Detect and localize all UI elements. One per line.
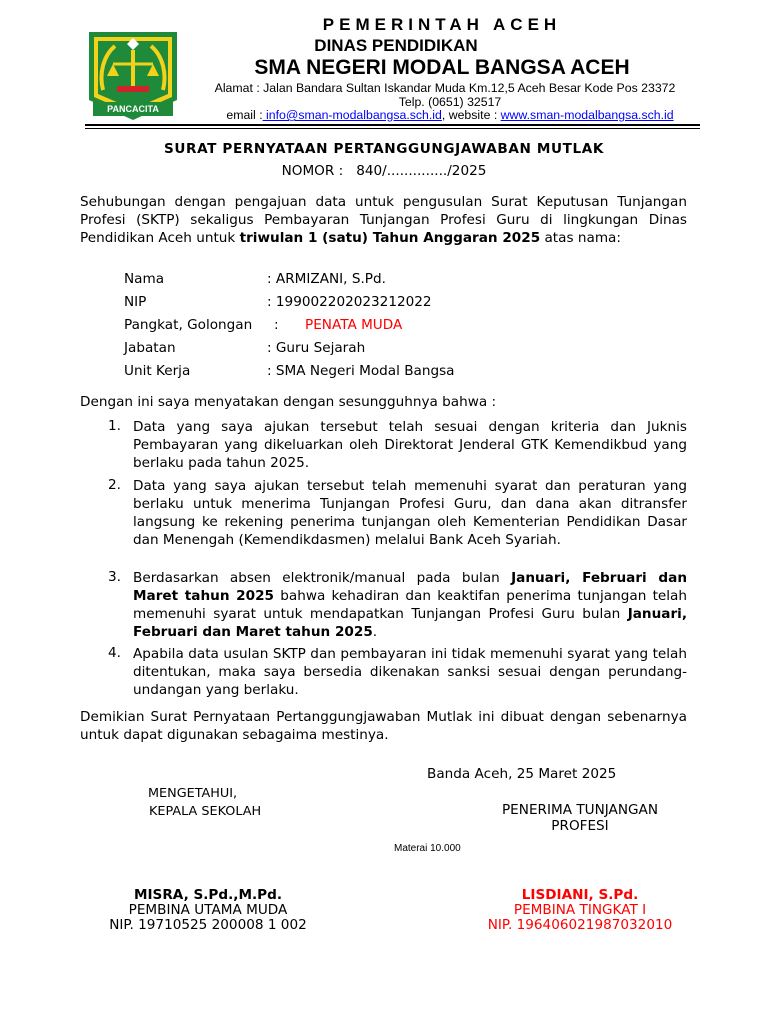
recipient-name: LISDIANI, S.Pd. <box>521 887 639 903</box>
intro-text: Sehubungan dengan pengajuan data untuk pengusulan Surat Keputusan Tunjangan Profesi (SKTP) sekaligus Pembayaran Tunjangan Profesi Guru di lingkungan Dinas Pendidikan Aceh untuk <box>80 194 687 246</box>
school-address: Alamat : Jalan Bandara Sultan Iskandar Muda Km.12,5 Aceh Besar Kode Pos 23372 <box>214 81 676 95</box>
field-value-unit-kerja: : SMA Negeri Modal Bangsa <box>267 363 455 379</box>
principal-rank: PEMBINA UTAMA MUDA <box>128 902 288 918</box>
document-title: SURAT PERNYATAAN PERTANGGUNGJAWABAN MUTLAK <box>164 141 604 157</box>
item-number: 3. <box>108 569 121 585</box>
school-name: SMA NEGERI MODAL BANGSA ACEH <box>254 56 630 79</box>
field-value-pangkat: PENATA MUDA <box>305 317 403 333</box>
item3-d: Januari, Februari dan Maret tahun 2025 <box>133 606 687 640</box>
recipient-rank: PEMBINA TINGKAT I <box>513 902 647 918</box>
field-label-pangkat: Pangkat, Golongan <box>124 317 253 333</box>
list-item <box>133 569 687 641</box>
website-label: , website : <box>441 108 498 122</box>
number-label: NOMOR : <box>281 163 344 179</box>
recipient-title-line1: PENERIMA TUNJANGAN <box>501 802 658 818</box>
field-value-nip: : 199002202023212022 <box>267 294 432 310</box>
email-label: email : <box>226 108 263 122</box>
email-link[interactable]: info@sman-modalbangsa.sch.id <box>262 108 442 122</box>
field-label-unit-kerja: Unit Kerja <box>124 363 191 379</box>
item3-e: . <box>372 624 378 640</box>
field-label-nama: Nama <box>124 271 165 287</box>
field-label-nip: NIP <box>124 294 147 310</box>
statement-line: Dengan ini saya menyatakan dengan sesungguhnya bahwa : <box>80 394 497 410</box>
item3-a: Berdasarkan absen elektronik/manual pada bulan <box>133 570 512 586</box>
field-value-nama: : ARMIZANI, S.Pd. <box>267 271 386 287</box>
gov-line: PEMERINTAH ACEH <box>322 15 562 34</box>
list-item: Apabila data usulan SKTP dan pembayaran ini tidak memenuhi syarat yang telah ditentukan, maka saya bersedia dikenakan sanksi sesuai dengan perundang-undangan yang berlaku. <box>133 646 687 698</box>
item-number: 4. <box>108 645 121 661</box>
principal-title: KEPALA SEKOLAH <box>149 804 262 819</box>
list-item: Data yang saya ajukan tersebut telah sesuai dengan kriteria dan Juknis Pembayaran yang dikeluarkan oleh Direktorat Jenderal GTK Kemendikbud yang berlaku pada tahun 2025. <box>133 419 687 471</box>
item-number: 1. <box>108 418 121 434</box>
field-label-jabatan: Jabatan <box>124 340 176 356</box>
item-number: 2. <box>108 477 121 493</box>
letterhead-divider-thin <box>85 128 700 129</box>
school-phone: Telp. (0651) 32517 <box>398 95 502 109</box>
place-date: Banda Aceh, 25 Maret 2025 <box>427 766 617 782</box>
item3-b: Januari, Februari dan Maret tahun 2025 <box>133 570 688 604</box>
field-value-jabatan: : Guru Sejarah <box>267 340 366 356</box>
logo-banner: PANCACITA <box>107 104 159 114</box>
website-link[interactable]: www.sman-modalbangsa.sch.id <box>500 108 674 122</box>
list-item: Data yang saya ajukan tersebut telah memenuhi syarat dan peraturan yang berlaku untuk menerima Tunjangan Profesi Guru, dan dana akan ditransfer langsung ke rekening penerima tunjangan oleh Kementerian Pendidikan Dasar dan Menengah (Kemendikdasmen) melalui Bank Aceh Syariah. <box>133 478 687 548</box>
number-value: 840/............../2025 <box>356 163 487 179</box>
recipient-title-line2: PROFESI <box>551 818 609 834</box>
dept-line: DINAS PENDIDIKAN <box>314 36 478 55</box>
intro-paragraph <box>80 193 687 247</box>
intro-bold: triwulan 1 (satu) Tahun Anggaran 2025 <box>239 230 541 246</box>
document-number <box>0 162 768 180</box>
principal-name: MISRA, S.Pd.,M.Pd. <box>133 887 283 903</box>
recipient-nip: NIP. 196406021987032010 <box>487 917 673 933</box>
principal-nip: NIP. 19710525 200008 1 002 <box>109 917 307 933</box>
letterhead-divider <box>85 124 700 126</box>
acknowledge-label: MENGETAHUI, <box>148 786 238 801</box>
contact-line <box>200 107 700 123</box>
field-colon-pangkat: : <box>274 317 279 333</box>
intro-after: atas nama: <box>540 230 621 246</box>
materai-label: Materai 10.000 <box>394 843 461 854</box>
item3-c: bahwa kehadiran dan keaktifan penerima tunjangan telah memenuhi syarat untuk mendapatkan Tunjangan Profesi Guru bulan <box>133 588 687 622</box>
closing-paragraph: Demikian Surat Pernyataan Pertanggungjawaban Mutlak ini dibuat dengan sebenarnya untuk dapat digunakan sebagaima mestinya. <box>80 709 687 743</box>
